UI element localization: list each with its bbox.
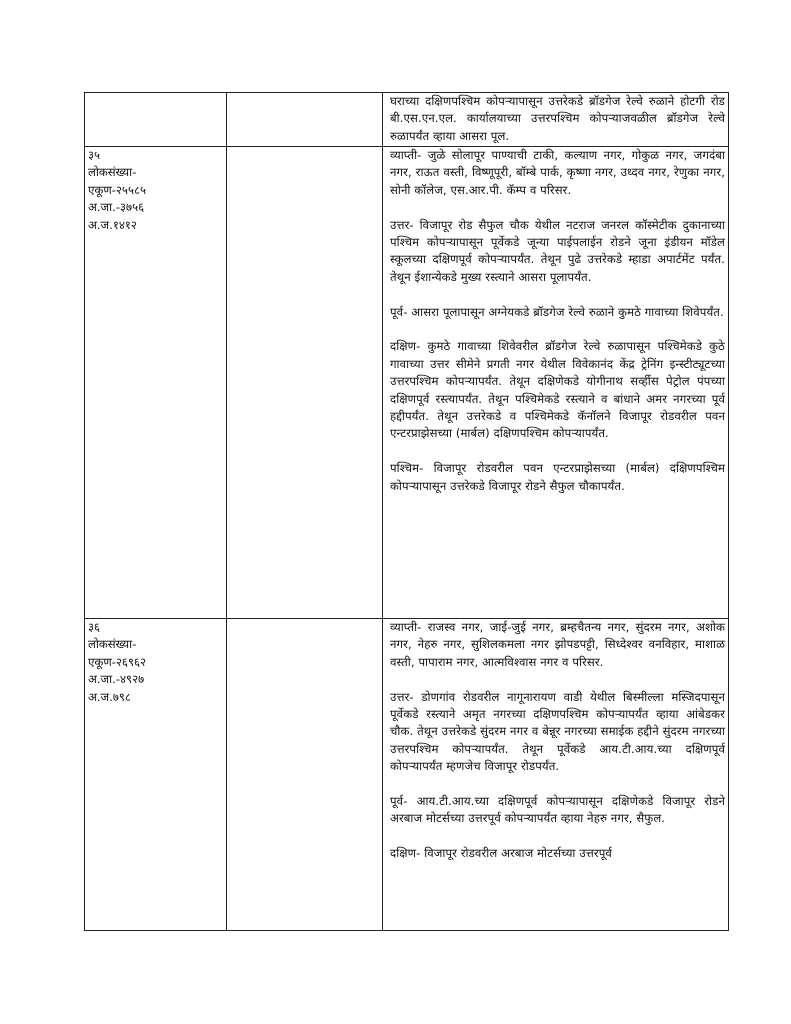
ward-info-cell — [85, 93, 227, 147]
ward-info-cell — [85, 619, 227, 931]
table-row — [85, 147, 729, 619]
east-boundary-paragraph: पूर्व- आसरा पूलापासून अग्नेयकडे ब्रॉडगेज रेल्वे रुळाने कुमठे गावाच्या शिवेपर्यंत. — [390, 304, 724, 319]
empty-cell — [227, 619, 383, 931]
population-total: एकूण-२६९६२ — [88, 654, 147, 669]
population-sc: अ.जा.-३७५६ — [88, 200, 145, 215]
north-boundary-paragraph: उत्तर- डोणगांव रोडवरील नागूनारायण वाडी येथील बिस्मील्ला मस्जिदपासून पूर्वेकडे रस्त्याने अमृत नगरच्या दक्षिणपश्चिम कोपऱ्यापर्यंत व्हाया आंबेडकर चौक. तेथून उत्तरेकडे सुंदरम नगर व बेन्नूर नगरच्या समाईक हद्दीने सुंदरम नगरच्या उत्तरपश्चिम कोपऱ्यापर्यंत. तेथून पूर्वेकडे आय.टी.आय.च्या दक्षिणपूर्व कोपऱ्यापर्यंत म्हणजेच विजापूर रोडपर्यंत. — [390, 689, 725, 774]
population-label: लोकसंख्या- — [88, 637, 137, 652]
population-sc: अ.जा.-४९२७ — [88, 672, 145, 687]
boundary-description-cell — [383, 619, 729, 931]
table-row — [85, 619, 729, 931]
table-row — [85, 93, 729, 147]
population-st: अ.ज.१४१२ — [88, 217, 137, 232]
west-boundary-paragraph: पश्चिम- विजापूर रोडवरील पवन एन्टरप्राझेसच्या (मार्बल) दक्षिणपश्चिम कोपऱ्यापासून उत्तरेकडे विजापूर रोडने सैफुल चौकापर्यंत. — [390, 461, 725, 493]
boundary-description-cell — [383, 147, 729, 619]
population-total: एकूण-२५५८५ — [88, 182, 147, 197]
ward-number: ३६ — [88, 620, 101, 634]
east-boundary-paragraph: पूर्व- आय.टी.आय.च्या दक्षिणपूर्व कोपऱ्यापासून दक्षिणेकडे विजापूर रोडने अरबाज मोटर्सच्या उत्तरपूर्व कोपऱ्यापर्यंत व्हाया नेहरु नगर, सैफुल. — [390, 794, 725, 826]
empty-cell — [227, 147, 383, 619]
ward-number: ३५ — [88, 148, 101, 162]
empty-cell — [227, 93, 383, 147]
boundary-description-cell — [383, 93, 729, 147]
south-boundary-paragraph: दक्षिण- विजापूर रोडवरील अरबाज मोटर्सच्या उत्तरपूर्व — [390, 846, 612, 861]
population-label: लोकसंख्या- — [88, 165, 137, 180]
south-boundary-paragraph: दक्षिण- कुमठे गावाच्या शिवेवरील ब्रॉडगेज रेल्वे रुळापासून पश्चिमेकडे कुठे गावाच्या उत्तर सीमेने प्रगती नगर येथील विवेकानंद केंद्र ट्रेनिंग इन्स्टीट्यूटच्या उत्तरपश्चिम कोपऱ्यापर्यंत. तेथून दक्षिणेकडे योगीनाथ सर्व्हीस पेट्रोल पंपच्या दक्षिणपूर्व रस्त्यापर्यंत. तेथून पश्चिमेकडे रस्त्याने व बांधाने अमर नगरच्या पूर्व हद्दीपर्यंत. तेथून उत्तरेकडे व पश्चिमेकडे कॅनॉलने विजापूर रोडवरील पवन एन्टरप्राझेसच्या (मार्बल) दक्षिणपश्चिम कोपऱ्यापर्यंत. — [390, 339, 725, 441]
ward-info-cell — [85, 147, 227, 619]
ward-boundary-table — [84, 92, 729, 931]
north-boundary-paragraph: उत्तर- विजापूर रोड सैफुल चौक येथील नटराज जनरल कॉस्मेटीक दुकानाच्या पश्चिम कोपऱ्यापासून पूर्वेकडे जून्या पाईपलाईन रोडने जूना इंडीयन मॉडेल स्कूलच्या दक्षिणपूर्व कोपऱ्यापर्यंत. तेथून पुढे उत्तरेकडे म्हाडा अपार्टमेंट पर्यंत. तेथून ईशान्येकडे मुख्य रस्त्याने आसरा पूलापर्यंत. — [390, 217, 725, 284]
extent-paragraph: व्याप्ती- जुळे सोलापूर पाण्याची टाकी, कल्याण नगर, गोकुळ नगर, जगदंबा नगर, राऊत वस्ती, विष्णूपूरी, बॉम्बे पार्क, कृष्णा नगर, उध्दव नगर, रेणुका नगर, सोनी कॉलेज, एस.आर.पी. कॅम्प व परिसर. — [390, 148, 725, 197]
extent-paragraph: व्याप्ती- राजस्व नगर, जाई-जुई नगर, ब्रम्हचैतन्य नगर, सुंदरम नगर, अशोक नगर, नेहरु नगर, सुशिलकमला नगर झोपडपट्टी, सिध्देश्वर वनविहार, माशाळ वस्ती, पापाराम नगर, आत्मविश्वास नगर व परिसर. — [390, 620, 725, 669]
population-st: अ.ज.७९८ — [88, 689, 131, 704]
boundary-paragraph: घराच्या दक्षिणपश्चिम कोपऱ्यापासून उत्तरेकडे ब्रॉडगेज रेल्वे रुळाने होटगी रोड बी.एस.एन.एल. कार्यालयाच्या उत्तरपश्चिम कोपऱ्याजवळील ब्रॉडगेज रेल्वे रुळापर्यंत व्हाया आसरा पूल. — [390, 94, 725, 143]
